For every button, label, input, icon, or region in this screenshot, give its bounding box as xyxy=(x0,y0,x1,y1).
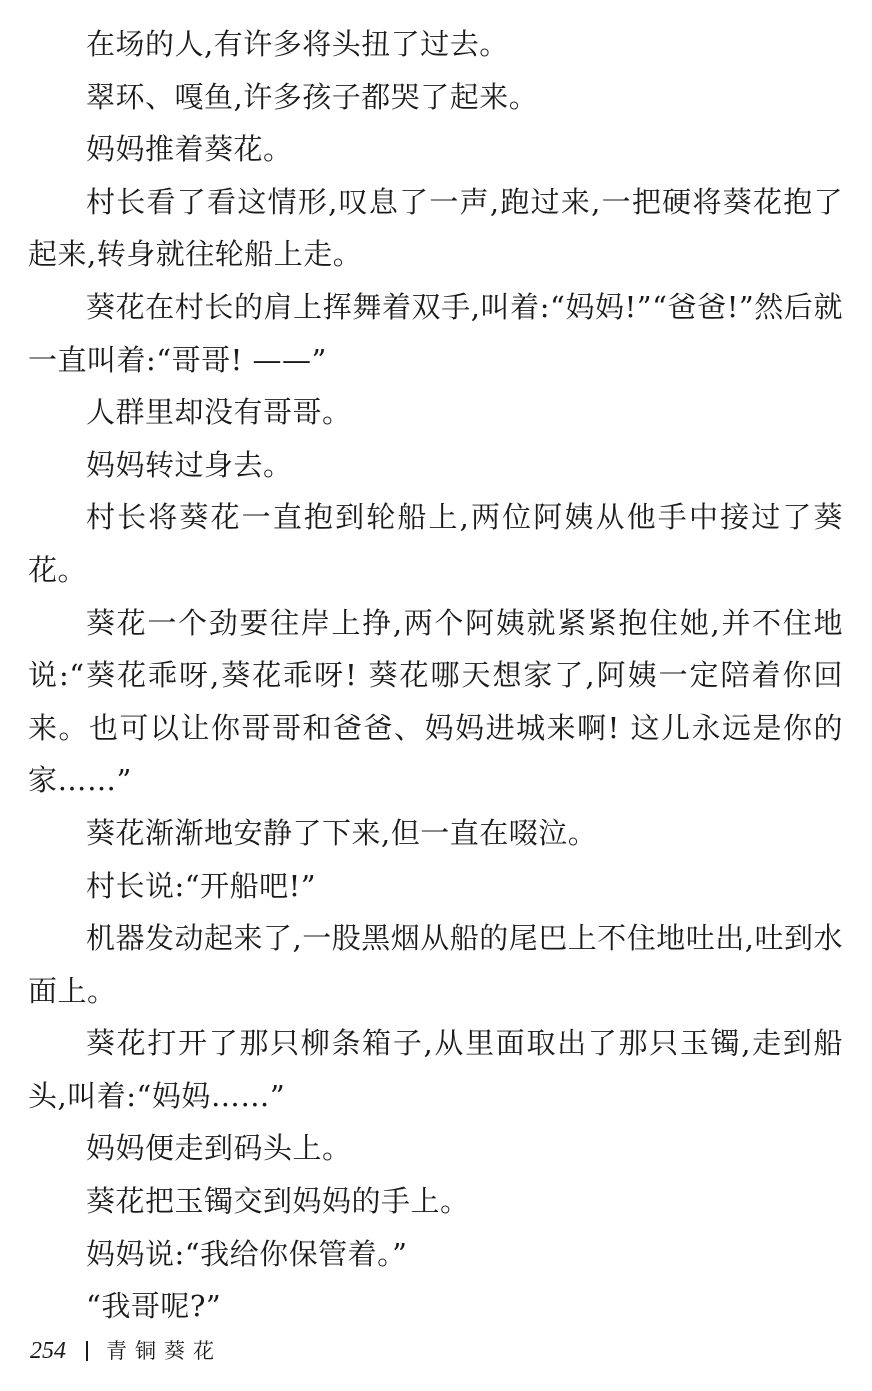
footer-divider xyxy=(86,1341,88,1361)
paragraph: 村长将葵花一直抱到轮船上,两位阿姨从他手中接过了葵花。 xyxy=(28,500,843,587)
paragraph: “我哥呢?” xyxy=(86,1289,222,1324)
paragraph: 妈妈推着葵花。 xyxy=(86,132,293,167)
running-title: 青铜葵花 xyxy=(106,1339,222,1363)
page-number: 254 xyxy=(30,1338,66,1364)
body-text xyxy=(28,18,843,1333)
paragraph: 村长看了看这情形,叹息了一声,跑过来,一把硬将葵花抱了起来,转身就往轮船上走。 xyxy=(28,184,843,272)
paragraph: 村长说:“开船吧!” xyxy=(86,868,317,903)
paragraph: 妈妈便走到码头上。 xyxy=(86,1131,352,1166)
page-footer xyxy=(30,1334,222,1368)
paragraph: 机器发动起来了,一股黑烟从船的尾巴上不住地吐出,吐到水面上。 xyxy=(28,921,843,1008)
paragraph: 翠环、嘎鱼,许多孩子都哭了起来。 xyxy=(86,79,539,114)
paragraph: 葵花一个劲要往岸上挣,两个阿姨就紧紧抱住她,并不住地说:“葵花乖呀,葵花乖呀! 葵花哪天想家了,阿姨一定陪着你回来。也可以让你哥哥和爸爸、妈妈进城来啊! 这儿永远是你的家……” xyxy=(28,605,843,798)
paragraph: 妈妈说:“我给你保管着。” xyxy=(86,1236,408,1271)
paragraph: 人群里却没有哥哥。 xyxy=(86,395,352,430)
paragraph: 葵花渐渐地安静了下来,但一直在啜泣。 xyxy=(86,815,598,850)
paragraph: 妈妈转过身去。 xyxy=(86,447,293,482)
paragraph: 葵花把玉镯交到妈妈的手上。 xyxy=(86,1184,470,1219)
paragraph: 在场的人,有许多将头扭了过去。 xyxy=(86,27,509,61)
paragraph: 葵花在村长的肩上挥舞着双手,叫着:“妈妈!”“爸爸!”然后就一直叫着:“哥哥! ——” xyxy=(28,289,843,377)
paragraph: 葵花打开了那只柳条箱子,从里面取出了那只玉镯,走到船头,叫着:“妈妈……” xyxy=(28,1026,843,1113)
